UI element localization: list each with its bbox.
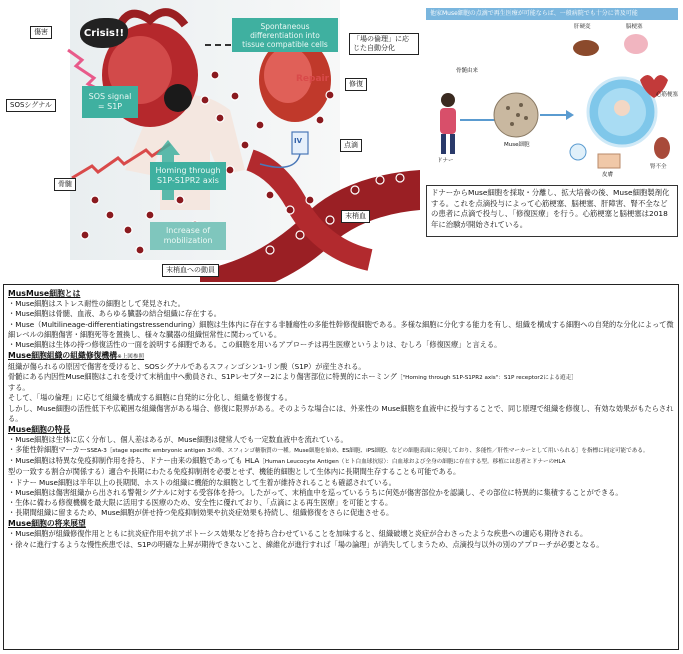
s3-line-2: [8, 445, 674, 456]
spontaneous-line3: tissue compatible cells: [242, 39, 328, 49]
label-repair: 修復: [345, 78, 367, 91]
sos-signal-box: [82, 86, 138, 118]
liver-label: 肝硬変: [574, 24, 591, 30]
skin-label: 皮膚: [602, 172, 614, 178]
kidney-icon: [654, 137, 670, 159]
s3-hla-note: ［Human Leucocyte Antigen（ヒト白血球抗原）：白血球および全身の細胞に存在する型。移植には患者とドナーのHLA: [259, 459, 566, 466]
s3-line-5: ・ドナー Muse細胞は半年以上の長期間、ホストの組織に機能的な細胞として生着が維持されることも確認されている。: [8, 477, 396, 487]
spontaneous-line2: differentiation into: [250, 30, 320, 40]
sos-signal-line1: SOS signal: [88, 92, 132, 102]
section-title-future-outlook: Muse細胞の将来展望: [8, 519, 86, 529]
donor-marrow-label: 骨髄由来: [456, 68, 479, 74]
s1-line-3: ・Muse（Multilineage-differentiatingstressenduring）細胞は生体内に存在する非腫瘍性の多能性幹修復細胞である。多様な細胞に分化する能力を有し、組織を構成する細胞への自発的な分化によって微細レベルの細胞傷害・細胞死等を置換し、様々な臓器の組織恒常性に関わっている。: [8, 319, 674, 339]
label-damage: 傷害: [30, 26, 52, 39]
liver-icon: [573, 40, 599, 56]
stroke-label: 脳梗塞: [626, 24, 643, 30]
spontaneous-differentiation-box: [232, 18, 338, 52]
s4-line-1: ・Muse細胞が組織修復作用とともに抗炎症作用や抗アポトーシス効果などを持ち合わせていることを加味すると、組織破壊と炎症が合わさったような疾患への適応も期待される。: [8, 529, 588, 539]
s1-line-2: ・Muse細胞は骨髄、血液、あらゆる臓器の結合組織に存在する。: [8, 309, 221, 319]
donor-icon: [440, 93, 456, 154]
s2-line-4: そして、「場の倫理」に応じて組織を構成する細胞に自発的に分化し、組織を修復する。: [8, 393, 292, 403]
s2-title-text: Muse細胞組織の組織修復機構: [8, 351, 118, 361]
s3-line-6: ・Muse細胞は傷害組織から出される警報シグナルに対する受容体を持つ。したがって、末梢血中を巡っているうちに何処が傷害部位かを認識し、その部位に特異的に集積することができる。: [8, 487, 623, 497]
s3-line-1: ・Muse細胞は生体に広く分布し、個人差はあるが、Muse細胞は健常人でも一定数血液中を流れている。: [8, 435, 348, 445]
section-title-features: Muse細胞の特長: [8, 425, 71, 435]
iv-tag: IV: [294, 137, 303, 145]
s3-marker-note: SSEA-3［stage specific embryonic antigen 3の略、スフィンゴ糖脂質の一種。Muse細胞を始め、ES細胞、iPS細胞、などの細胞表面に発現しており、多能性／肝性マーカーとして用いられる］を指標に同定可能である。: [86, 448, 649, 455]
label-self-differentiation: 「場の倫理」に応じた自動分化: [349, 33, 419, 55]
increase-mobilization-box: [150, 222, 226, 250]
s3-line-4: 型の一致する割合が関係する）適合や長期にわたる免疫抑制剤を必要とせず、機能的細胞として生体内に長期間生存することも可能である。: [8, 467, 461, 477]
homing-box: [150, 162, 226, 190]
spontaneous-line1: Spontaneous: [260, 21, 310, 31]
label-peripheral-blood: 末梢血: [341, 210, 370, 223]
heart-label: 心筋梗塞: [656, 92, 679, 98]
s2-line-3: する。: [8, 383, 30, 393]
s2-line-5: しかし、Muse細胞の活性低下や広範囲な組織傷害がある場合、修復に限界がある。そのような場合には、外来性の Muse細胞を血液中に投与することで、同じ原理で組織を修復し、有効な効果がもたらされる。: [8, 403, 674, 423]
donor-label: ドナー: [437, 158, 454, 164]
sos-signal-line2: = S1P: [97, 102, 123, 111]
skin-icon: [598, 154, 620, 168]
homing-line2: S1P-S1PR2 axis: [157, 176, 219, 185]
s4-line-2: ・徐々に進行するような慢性疾患では、S1Pの明確な上昇が期待できないこと、線維化が進行すれば「場の論理」が消失してしまうため、点滴投与以外の別のアプローチが必要となる。: [8, 539, 604, 549]
brain-icon: [624, 34, 648, 54]
homing-line1: Homing through: [155, 166, 221, 176]
therapy-flow-artwork: [426, 20, 678, 182]
explanation-textbox: [3, 284, 679, 650]
mechanism-illustration: [0, 0, 420, 282]
s2-line-1: 組織が傷られるの原因で傷害を受けると、SOSシグナルであるスフィンゴシン1-リン酸（S1P）が産生される。: [8, 362, 366, 372]
increase-line2: mobilization: [163, 236, 213, 245]
s2-homing-note: ［"Homing through S1P-S1PR2 axis"：S1P receptor2による遊走］: [396, 375, 577, 382]
s3-line-7: ・生体に備わる修復機構を最大限に活用する医療のため、安全性に優れており、「点滴による再生医療」を可能とする。: [8, 497, 393, 507]
crisis-burst: [80, 18, 128, 48]
s1-line-4: ・Muse細胞は生体の持つ修復活性の一面を説明する細胞である。この細胞を用いるアプローチは再生医療というよりは、むしろ「修復医療」と言える。: [8, 339, 502, 349]
label-bone-marrow: 骨髄: [54, 178, 76, 191]
section-title-what-is-muse: MusMuse細胞とは: [8, 289, 81, 298]
repair-word: Repair: [296, 74, 330, 84]
s3-line-8: ・長期間組織に留まるため、Muse細胞が併せ持つ免疫抑制効果や抗炎症効果も持続し、組織修復をさらに促進させる。: [8, 508, 394, 518]
kidney-label: 腎不全: [650, 164, 667, 170]
label-mobilization: 末梢血への動員: [162, 264, 219, 277]
label-iv-drip: 点滴: [340, 139, 362, 152]
s3-hla-text: ・Muse細胞は特異な免疫抑制作用を持ち、ドナー由来の細胞であっても HLA: [8, 456, 260, 466]
section-title-repair-mechanism: [8, 350, 674, 362]
s2-line-2: [8, 372, 674, 383]
therapy-caption: ドナーからMuse細胞を採取・分離し、拡大培養の後、Muse細胞製剤化する。これを点滴投与によって心筋梗塞、脳梗塞、肝障害、腎不全などの患者に点滴で投与し、「修復医療」を行う。心筋梗塞と脳梗塞は2018年に治験が開始されている。: [426, 185, 678, 237]
label-sos-signal: SOSシグナル: [6, 99, 56, 112]
therapy-flow-panel: [426, 8, 678, 182]
s2-line-2-text: 骨髄にある内因性Muse細胞はこれを受けて末梢血中へ動員され、S1Pレセプター2により傷害部位に特異的にホーミング: [8, 372, 397, 382]
crisis-text: Crisis!!: [83, 27, 125, 39]
muse-cells-label: Muse細胞: [504, 142, 530, 148]
s3-marker-text: ・多能性幹細胞マーカー: [8, 445, 87, 455]
iv-bag-icon: [570, 144, 586, 160]
panel-header: 他家Muse細胞の点滴で再生医療が可能ならば、一般病院でも十分に普及可能: [426, 8, 678, 20]
s3-line-3: [8, 456, 674, 467]
s2-reference: ※上図参照: [117, 354, 145, 361]
increase-line1: Increase of: [165, 226, 211, 236]
muse-cell-culture-icon: [494, 93, 538, 137]
s1-line-1: ・Muse細胞はストレス耐性の細胞として発見された。: [8, 299, 185, 309]
